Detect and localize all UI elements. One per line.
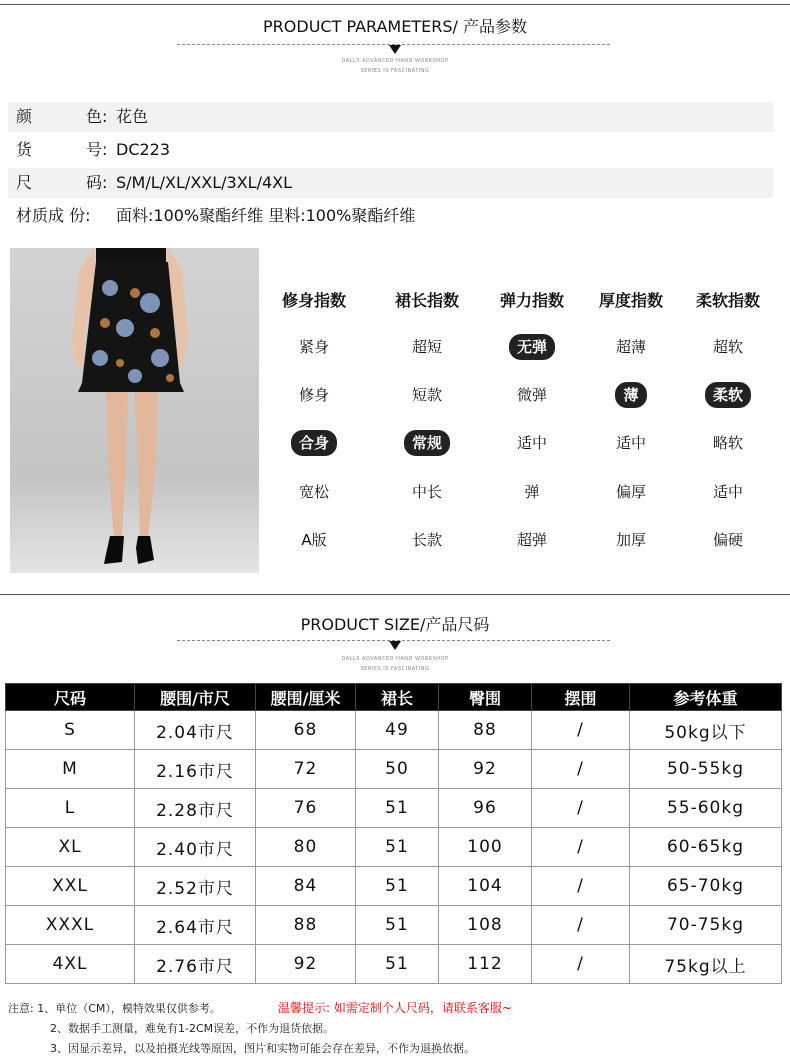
index-option-label: 适中 <box>615 434 646 452</box>
section-title-parameters: PRODUCT PARAMETERS/ 产品参数 <box>263 17 527 36</box>
param-row-item-number <box>8 135 773 165</box>
index-option-label: 超弹 <box>516 531 547 549</box>
table-cell: 49 <box>356 711 439 750</box>
table-cell: M <box>6 750 135 789</box>
table-cell: 51 <box>356 906 439 945</box>
table-cell: L <box>6 789 135 828</box>
table-cell: 2.52市尺 <box>135 867 256 906</box>
top-divider <box>0 4 790 5</box>
table-cell: 80 <box>256 828 356 867</box>
size-table <box>5 683 782 984</box>
table-cell: 70-75kg <box>630 906 782 945</box>
param-value: 花色 <box>116 107 149 126</box>
index-option-label: 微弹 <box>516 386 547 404</box>
table-cell: 51 <box>356 828 439 867</box>
index-option <box>581 479 681 505</box>
table-cell: 88 <box>439 711 532 750</box>
table-cell: / <box>532 711 630 750</box>
index-option-label: 偏硬 <box>712 531 743 549</box>
down-triangle-icon <box>389 641 401 650</box>
param-label: 货 <box>16 140 33 159</box>
warm-tip: 温馨提示: 如需定制个人尺码，请联系客服~ <box>278 1001 512 1015</box>
index-option-selected: 合身 <box>291 430 337 456</box>
table-row <box>6 828 782 867</box>
index-header: 修身指数 <box>281 291 346 310</box>
index-option <box>377 527 477 553</box>
index-option-selected: 薄 <box>615 382 646 408</box>
note-line-3: 3、因显示差异，以及拍摄光线等原因，图片和实物可能会存在差异，不作为退换依据。 <box>50 1042 475 1055</box>
table-cell: 88 <box>256 906 356 945</box>
table-cell: 4XL <box>6 945 135 984</box>
table-cell: / <box>532 906 630 945</box>
index-option-label: 超短 <box>411 338 442 356</box>
tagline-2: SERIES IS FASCINATING <box>360 666 430 672</box>
table-row <box>6 867 782 906</box>
index-option-label: 短款 <box>411 386 442 404</box>
table-cell: 96 <box>439 789 532 828</box>
param-label: 颜 <box>16 107 33 126</box>
table-cell: 60-65kg <box>630 828 782 867</box>
param-label: 号: <box>86 140 108 159</box>
index-option <box>482 479 582 505</box>
table-cell: 75kg以上 <box>630 945 782 984</box>
index-option <box>482 527 582 553</box>
param-row-color <box>8 102 773 132</box>
table-cell: 92 <box>256 945 356 984</box>
index-option <box>482 430 582 456</box>
table-cell: 2.64市尺 <box>135 906 256 945</box>
table-header-cell: 腰围/市尺 <box>135 684 256 711</box>
index-option <box>377 334 477 360</box>
table-row <box>6 711 782 750</box>
table-cell: 51 <box>356 867 439 906</box>
index-header: 厚度指数 <box>598 291 663 310</box>
tagline-1: DALLS ADVANCED HAND WORKSHOP <box>341 58 449 64</box>
index-option <box>678 479 778 505</box>
section-divider <box>0 594 790 595</box>
param-label: 材质成 份: <box>16 206 91 225</box>
table-cell: 65-70kg <box>630 867 782 906</box>
table-cell: XL <box>6 828 135 867</box>
index-option-label: 宽松 <box>298 483 329 501</box>
index-option <box>377 382 477 408</box>
note-line-2: 2、数据手工测量，难免有1-2CM误差，不作为退货依据。 <box>50 1022 335 1035</box>
section-title-size: PRODUCT SIZE/产品尺码 <box>300 615 490 634</box>
table-row <box>6 906 782 945</box>
table-cell: / <box>532 750 630 789</box>
table-header-cell: 参考体重 <box>630 684 782 711</box>
table-cell: 104 <box>439 867 532 906</box>
index-option <box>678 527 778 553</box>
table-cell: XXXL <box>6 906 135 945</box>
index-option-label: 适中 <box>712 483 743 501</box>
table-cell: 72 <box>256 750 356 789</box>
index-option <box>678 334 778 360</box>
index-option <box>264 527 364 553</box>
table-cell: 2.16市尺 <box>135 750 256 789</box>
table-cell: 55-60kg <box>630 789 782 828</box>
param-label: 码: <box>86 173 108 192</box>
table-row <box>6 945 782 984</box>
param-row-material <box>8 201 773 231</box>
index-option-label: 弹 <box>524 483 540 501</box>
table-row <box>6 789 782 828</box>
product-photo <box>10 248 259 573</box>
index-option <box>482 382 582 408</box>
tagline-1: DALLS ADVANCED HAND WORKSHOP <box>341 656 449 662</box>
index-option <box>482 334 582 360</box>
table-cell: 100 <box>439 828 532 867</box>
index-option <box>377 430 477 456</box>
note-line-1: 注意: 1、单位（CM），模特效果仅供参考。 <box>8 1002 221 1015</box>
table-cell: / <box>532 828 630 867</box>
index-option-label: 修身 <box>298 386 329 404</box>
index-header: 裙长指数 <box>394 291 459 310</box>
table-cell: 50kg以下 <box>630 711 782 750</box>
index-option-label: 偏厚 <box>615 483 646 501</box>
table-row <box>6 750 782 789</box>
index-option-selected: 无弹 <box>509 334 555 360</box>
table-cell: 112 <box>439 945 532 984</box>
tagline-2: SERIES IS FASCINATING <box>360 68 430 74</box>
index-option-label: 适中 <box>516 434 547 452</box>
table-cell: / <box>532 945 630 984</box>
param-value: 面料:100%聚酯纤维 里料:100%聚酯纤维 <box>116 206 416 225</box>
index-option <box>678 382 778 408</box>
table-header-cell: 腰围/厘米 <box>256 684 356 711</box>
table-cell: 108 <box>439 906 532 945</box>
index-option <box>581 430 681 456</box>
table-cell: 68 <box>256 711 356 750</box>
index-option-label: 中长 <box>411 483 442 501</box>
index-option-label: 长款 <box>411 531 442 549</box>
index-option-selected: 柔软 <box>705 382 751 408</box>
table-cell: 51 <box>356 945 439 984</box>
index-option <box>581 334 681 360</box>
index-option-label: 略软 <box>712 434 743 452</box>
index-option <box>264 382 364 408</box>
index-option-label: 紧身 <box>298 338 329 356</box>
table-cell: 2.40市尺 <box>135 828 256 867</box>
index-option <box>678 430 778 456</box>
index-option <box>581 527 681 553</box>
table-cell: 2.76市尺 <box>135 945 256 984</box>
table-header-cell: 摆围 <box>532 684 630 711</box>
index-option <box>264 430 364 456</box>
index-option <box>377 479 477 505</box>
table-cell: 51 <box>356 789 439 828</box>
index-header: 柔软指数 <box>695 291 760 310</box>
table-header-cell: 臀围 <box>439 684 532 711</box>
param-label: 尺 <box>16 173 33 192</box>
table-cell: 76 <box>256 789 356 828</box>
index-option-label: 超软 <box>712 338 743 356</box>
param-value: DC223 <box>116 140 171 159</box>
index-option-label: 加厚 <box>615 531 646 549</box>
table-cell: 92 <box>439 750 532 789</box>
down-triangle-icon <box>389 45 401 54</box>
index-option <box>264 479 364 505</box>
table-cell: XXL <box>6 867 135 906</box>
table-cell: 84 <box>256 867 356 906</box>
index-option <box>581 382 681 408</box>
param-value: S/M/L/XL/XXL/3XL/4XL <box>116 173 293 192</box>
table-header-cell: 尺码 <box>6 684 135 711</box>
table-cell: 50 <box>356 750 439 789</box>
table-cell: / <box>532 867 630 906</box>
table-cell: 2.28市尺 <box>135 789 256 828</box>
table-header-row <box>6 684 782 711</box>
table-cell: 2.04市尺 <box>135 711 256 750</box>
table-cell: S <box>6 711 135 750</box>
table-cell: / <box>532 789 630 828</box>
index-option-label: A版 <box>301 531 327 549</box>
table-header-cell: 裙长 <box>356 684 439 711</box>
param-row-size <box>8 168 773 198</box>
index-option-selected: 常规 <box>404 430 450 456</box>
index-option-label: 超薄 <box>615 338 646 356</box>
param-label: 色: <box>86 107 108 126</box>
index-header: 弹力指数 <box>499 291 564 310</box>
index-option <box>264 334 364 360</box>
table-cell: 50-55kg <box>630 750 782 789</box>
